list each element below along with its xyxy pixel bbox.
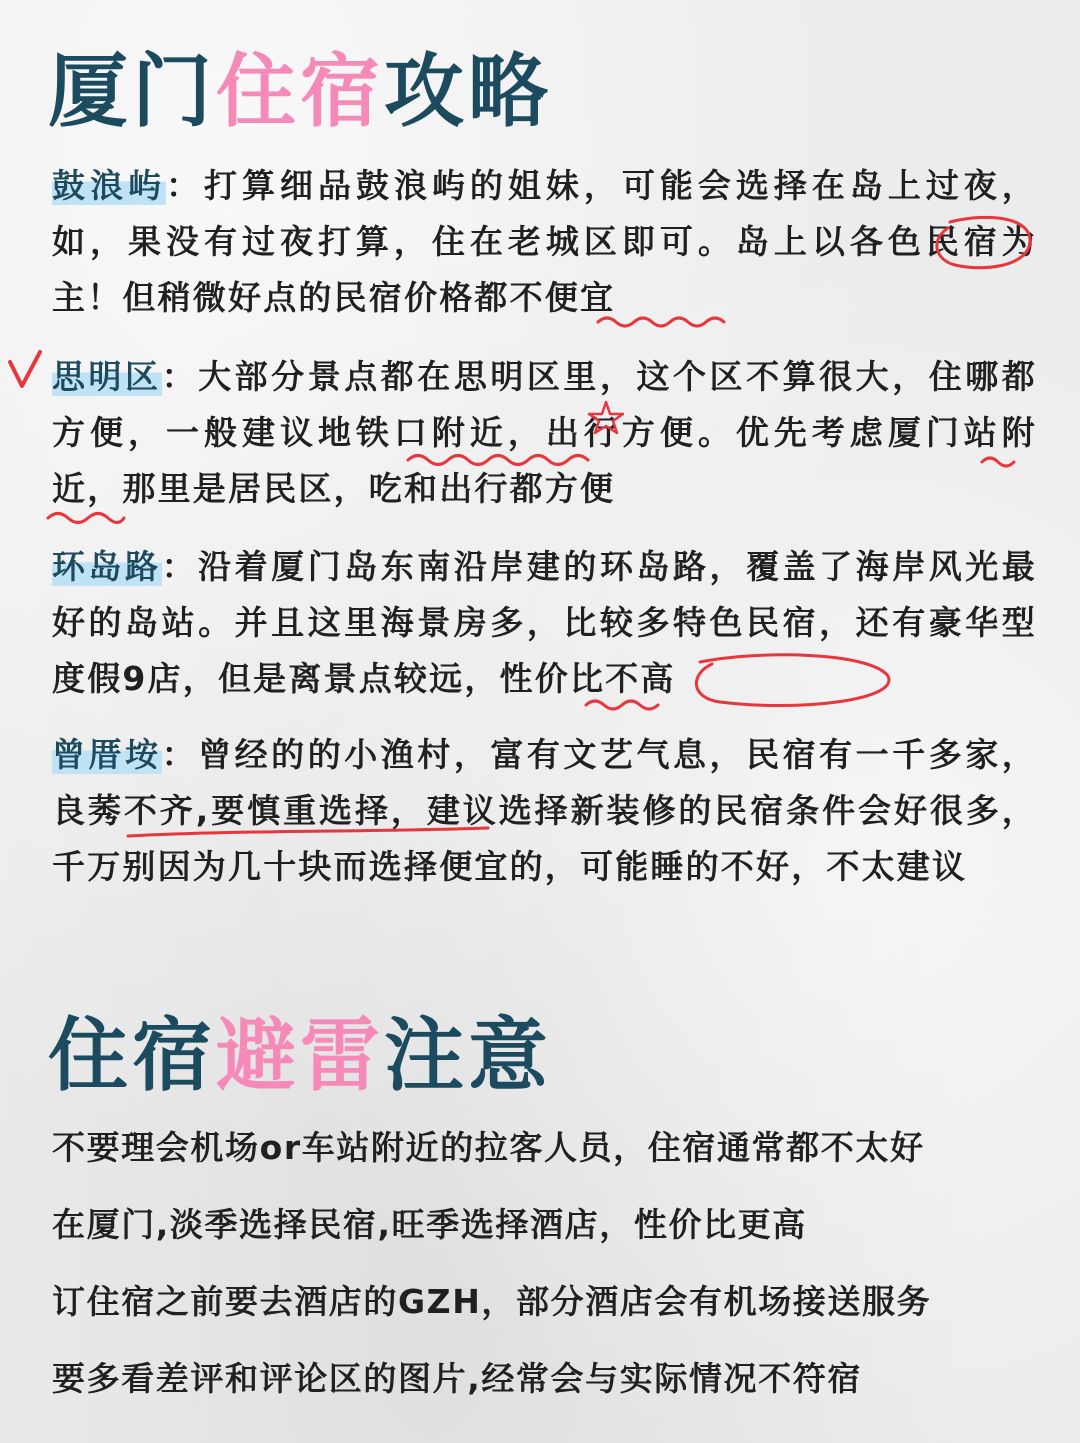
checkmark-icon (10, 352, 40, 386)
title-part-dark: 厦门 (48, 45, 216, 138)
section-label: 曾厝垵 (52, 735, 162, 774)
section-text: 曾经的的小渔村，富有文艺气息，民宿有一千多家，良莠不齐,要慎重选择，建议选择新装修的民宿条件会好很多，千万别因为几十块而选择便宜的，可能睡的不好，不太建议 (52, 735, 1037, 886)
section-colon: ： (161, 547, 199, 586)
section-colon: ： (161, 357, 199, 396)
tip-item: 订住宿之前要去酒店的GZH，部分酒店会有机场接送服务 (52, 1282, 932, 1321)
section-huandao-road (52, 539, 1037, 707)
section-label: 环岛路 (52, 547, 162, 586)
section-colon: ： (161, 735, 199, 774)
title-part-dark: 注意 (384, 1009, 552, 1102)
title-part-pink: 住宿 (216, 45, 384, 138)
title-part-dark: 住宿 (48, 1009, 216, 1102)
section-gulangyu (52, 158, 1037, 326)
section-zengcuoan (52, 727, 1037, 895)
section-siming (52, 349, 1037, 517)
title-part-dark: 攻略 (384, 45, 552, 138)
tip-item: 在厦门,淡季选择民宿,旺季选择酒店，性价比更高 (52, 1205, 807, 1244)
section-label: 思明区 (52, 357, 162, 396)
title-part-pink: 避雷 (216, 1009, 384, 1102)
section-title-tips (48, 1009, 552, 1102)
section-colon: ： (165, 166, 204, 205)
section-text: 大部分景点都在思明区里，这个区不算很大，住哪都方便，一般建议地铁口附近，出行方便。优先考虑厦门站附近，那里是居民区，吃和出行都方便 (52, 357, 1037, 508)
section-text: 打算细品鼓浪屿的姐妹，可能会选择在岛上过夜，如，果没有过夜打算，住在老城区即可。岛上以各色民宿为主！但稍微好点的民宿价格都不便宜 (52, 166, 1038, 317)
section-text: 沿着厦门岛东南沿岸建的环岛路，覆盖了海岸风光最好的岛站。并且这里海景房多，比较多特色民宿，还有豪华型度假9店，但是离景点较远，性价比不高 (52, 547, 1037, 698)
page-title (48, 45, 552, 138)
tip-item: 不要理会机场or车站附近的拉客人员，住宿通常都不太好 (52, 1128, 925, 1167)
section-label: 鼓浪屿 (52, 166, 166, 205)
tip-item: 要多看差评和评论区的图片,经常会与实际情况不符宿 (52, 1359, 862, 1398)
